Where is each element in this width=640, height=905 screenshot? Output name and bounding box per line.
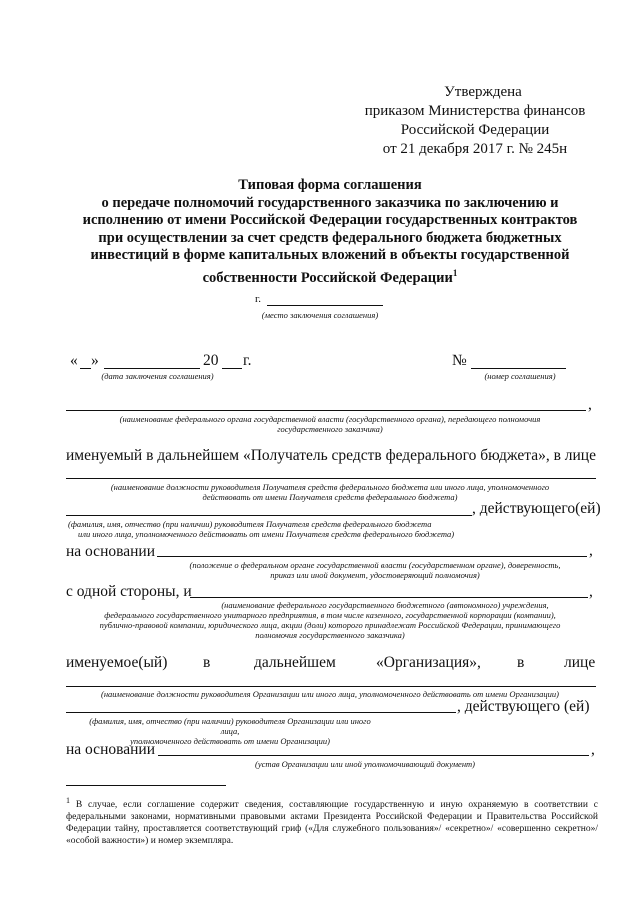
org-word: дальнейшем: [254, 654, 336, 671]
place-caption: (место заключения соглашения): [261, 310, 379, 320]
caption-line: уполномоченного действовать от имени Организации): [130, 736, 330, 746]
footnote: [66, 795, 598, 847]
recipient-text: именуемый в дальнейшем «Получатель средств федерального бюджета», в лице: [66, 447, 596, 464]
comma: ,: [589, 583, 593, 600]
recipient-position-field[interactable]: [66, 478, 596, 479]
date-open-quote: «: [70, 352, 78, 369]
caption-line: приказ или иной документ, удостоверяющий полномочия): [270, 570, 480, 580]
recipient-fio-caption: [64, 519, 504, 539]
title-line: [60, 265, 600, 287]
agreement-number-field[interactable]: [471, 368, 566, 369]
caption-line: или иного лица, уполномоченного действовать от имени Получателя средств федерального бюджета): [78, 529, 455, 539]
acting-text: , действующего(ей): [472, 500, 601, 517]
footnote-text: В случае, если соглашение содержит сведения, составляющие государственную и иную охраняемую в соответствии с федеральными законами, нормативными правовыми актами Президента Российской Федерации и Правительства Российской Федерации тайну, проставляется соответствующий гриф («Для служебного пользования»/ «секретно»/ «совершенно секретно»/ «особой важности») и номер экземпляра.: [66, 800, 598, 847]
comma: ,: [591, 741, 595, 758]
day-field[interactable]: [80, 368, 91, 369]
caption-line: (наименование должности руководителя Получателя средств федерального бюджета или иного лица, уполномоченного: [110, 482, 550, 492]
caption-line: (наименование федерального государственного бюджетного (автономного) учреждения,: [221, 600, 549, 610]
one-side-label: с одной стороны, и: [66, 583, 192, 600]
document-title: [60, 177, 600, 287]
org-position-field[interactable]: [66, 686, 596, 687]
title-line: о передаче полномочий государственного заказчика по заключению и: [101, 194, 559, 211]
organization-field[interactable]: [190, 597, 588, 598]
comma: ,: [588, 396, 592, 413]
caption-line: (наименование федерального органа государственной власти (государственного органа), передающего полномочия: [119, 414, 541, 424]
acting-text: , действующего (ей): [457, 698, 590, 715]
caption-line: действовать от имени Получателя средств федерального бюджета): [202, 492, 458, 502]
org-word: в: [203, 654, 211, 671]
federal-organ-caption: [60, 414, 600, 434]
org-word: именуемое(ый): [66, 654, 168, 671]
approval-line: приказом Министерства финансов: [364, 103, 586, 119]
title-line: Типовая форма соглашения: [238, 177, 422, 193]
title-text: собственности Российской Федерации: [202, 269, 453, 286]
month-field[interactable]: [104, 368, 200, 369]
footnote-ref: 1: [452, 267, 458, 278]
year-suffix: г.: [243, 352, 252, 369]
number-sign: №: [452, 352, 467, 369]
caption-line: полномочия государственного заказчика): [255, 630, 405, 640]
place-prefix: г.: [255, 293, 262, 305]
caption-line: (положение о федеральном органе государственной власти (государственном органе), доверенность,: [189, 560, 561, 570]
caption-line: (фамилия, имя, отчество (при наличии) руководителя Организации или иного лица,: [89, 716, 371, 736]
title-line: инвестиций в форме капитальных вложений в объекты государственной: [90, 247, 570, 263]
caption-line: публично-правовой компании, юридического лица, акции (доли) которого принадлежат Российской Федерации, принимающего: [99, 620, 561, 630]
charter-field[interactable]: [158, 755, 589, 756]
org-word: «Организация»,: [376, 654, 481, 671]
caption-line: (фамилия, имя, отчество (при наличии) руководителя Получателя средств федерального бюджета: [68, 519, 432, 529]
basis-caption: [160, 560, 590, 580]
approval-line: от 21 декабря 2017 г. № 245н: [382, 141, 568, 157]
date-close-quote: »: [91, 352, 99, 369]
basis-label: на основании: [66, 741, 155, 758]
org-word: в: [517, 654, 525, 671]
footnote-divider: [66, 785, 226, 786]
approval-line: Российской Федерации: [400, 122, 550, 138]
title-line: исполнению от имени Российской Федерации государственных контрактов: [82, 212, 578, 228]
approval-line: Утверждена: [444, 84, 522, 100]
footnote-mark: 1: [66, 796, 70, 805]
recipient-fio-field[interactable]: [66, 515, 472, 516]
number-caption: (номер соглашения): [484, 371, 556, 381]
organization-caption: [60, 600, 600, 640]
org-fio-field[interactable]: [66, 712, 456, 713]
date-caption: (дата заключения соглашения): [101, 371, 214, 381]
year-prefix: 20: [203, 352, 219, 369]
basis-label: на основании: [66, 543, 155, 560]
caption-line: государственного заказчика): [277, 424, 383, 434]
recipient-position-caption: [60, 482, 600, 502]
place-field[interactable]: [267, 305, 383, 306]
federal-organ-field[interactable]: [66, 410, 586, 411]
org-word: лице: [564, 654, 596, 671]
year-field[interactable]: [222, 368, 242, 369]
approval-block: [355, 83, 595, 159]
basis-field[interactable]: [157, 556, 587, 557]
caption-line: федерального государственного унитарного предприятия, в том числе казенного, государственной корпорации (компании),: [104, 610, 556, 620]
comma: ,: [589, 542, 593, 559]
org-position-caption: (наименование должности руководителя Организации или иного лица, уполномоченного действовать от имени Организации): [101, 689, 559, 699]
charter-caption: (устав Организации или иной уполномочивающий документ): [254, 759, 476, 769]
title-line: при осуществлении за счет средств федерального бюджета бюджетных: [98, 229, 562, 246]
